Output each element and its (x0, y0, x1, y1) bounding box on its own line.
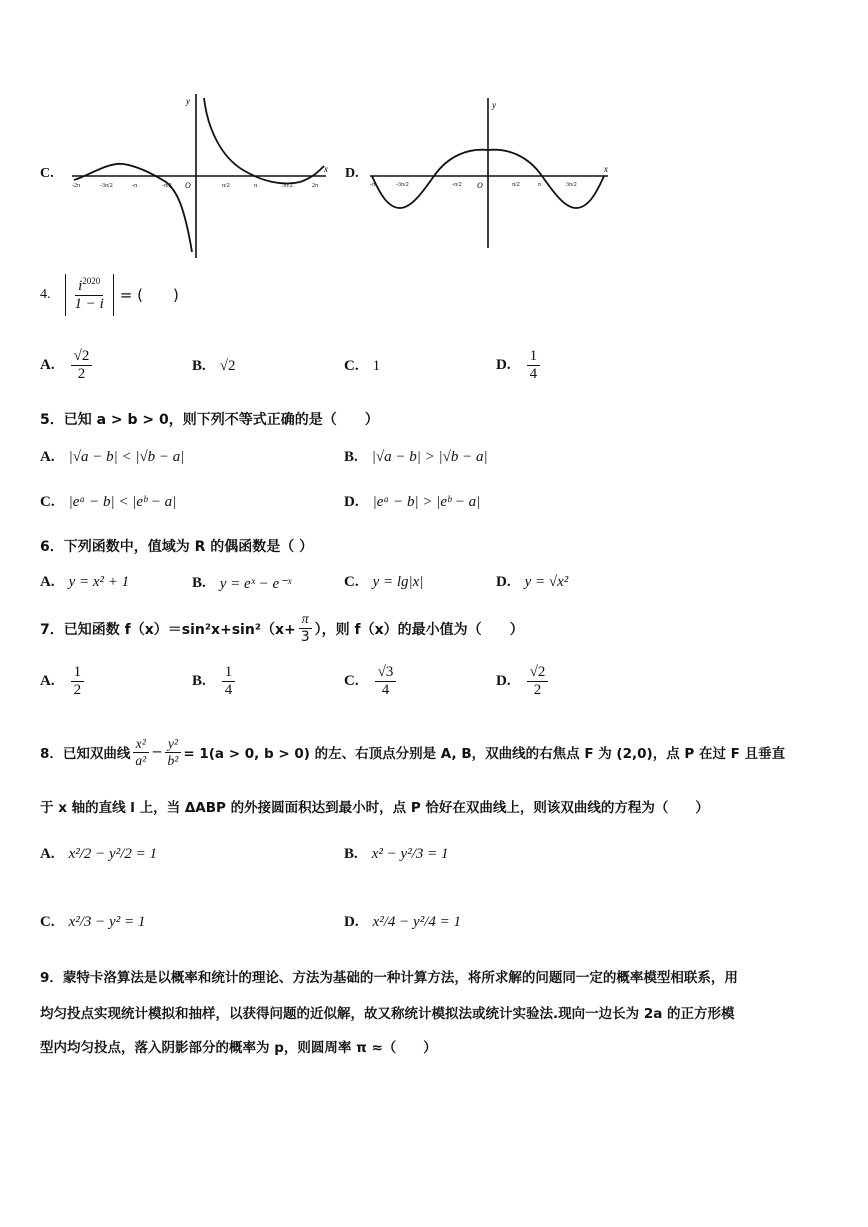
q5-option-c: C. |eᵃ − b| < |eᵇ − a| (40, 494, 177, 510)
graph-c-tick: -π (132, 183, 138, 189)
graph-c (68, 92, 330, 260)
q8-option-c: C. x²/3 − y² = 1 (40, 914, 146, 930)
question-4-blank: = ( ) (119, 286, 179, 305)
q4-option-d: D. $\frac{1}{4}$ (496, 348, 542, 384)
graph-c-tick: π/2 (222, 183, 230, 189)
q7-option-b: B. $\frac{1}{4}$ (192, 664, 237, 700)
question-8-line-1: 8．已知双曲线 $\frac{\text{x²}}{\text{a²}}$ − $\frac{\text{y²}}{\text{b²}}$ = 1(a > 0, b > 0) 的左、右顶点分别是 A, B，双曲线的右焦点 F 为 (2,0)，点 P 在过 F 且垂直 (40, 736, 786, 768)
question-6-stem: 6．下列函数中，值域为 R 的偶函数是（ ） (40, 539, 314, 555)
question-5-stem: 5．已知 a > b > 0，则下列不等式正确的是（ ） (40, 412, 379, 428)
q8-option-b: B. x² − y²/3 = 1 (344, 846, 449, 862)
q8-option-d: D. x²/4 − y²/4 = 1 (344, 914, 461, 930)
question-4-expression: $\frac{i^{2020}}{1 - i}$ (65, 274, 114, 316)
graph-c-tick: -3π/2 (100, 183, 113, 189)
option-c-label: C. (40, 166, 54, 181)
question-7-stem: 7．已知函数 f（x）＝sin²x+sin²（x+ $\frac{\pi}{3}$ ），则 f（x）的最小值为（ ） (40, 612, 524, 646)
question-9-line-2: 均匀投点实现统计模拟和抽样，以获得问题的近似解，故又称统计模拟法或统计实验法.现向一边长为 2a 的正方形模 (40, 1006, 735, 1022)
question-4 (40, 274, 179, 316)
graph-d-y-label: y (492, 100, 496, 110)
q7-option-a: A. $\frac{1}{2}$ (40, 664, 86, 700)
graph-c-y-label: y (186, 96, 190, 106)
option-d-label: D. (345, 166, 359, 181)
graph-c-tick: 3π/2 (282, 183, 293, 189)
q4-option-b: B. √2 (192, 358, 236, 374)
graph-d-tick: π (538, 182, 542, 188)
q5-option-a: A. |√a − b| < |√b − a| (40, 449, 185, 465)
graph-d-x-label: x (604, 164, 608, 174)
graph-d-tick: -π/2 (452, 182, 462, 188)
graph-d-origin: O (477, 181, 483, 190)
q4-option-a: A. $\frac{√2}{2}$ (40, 348, 94, 384)
graph-c-origin: O (185, 181, 191, 190)
graph-d-tick: -π (370, 182, 376, 188)
q5-option-b: B. |√a − b| > |√b − a| (344, 449, 488, 465)
q6-option-d: D. y = √x² (496, 574, 569, 590)
graph-c-left-curve (74, 164, 192, 252)
q6-option-b: B. y = eˣ − e⁻ˣ (192, 575, 292, 592)
graph-c-x-label: x (324, 164, 328, 174)
q6-option-c: C. y = lg|x| (344, 574, 424, 590)
graph-c-tick: 2π (312, 183, 319, 189)
question-9-line-3: 型内均匀投点，落入阴影部分的概率为 p，则圆周率 π ≈（ ） (40, 1040, 437, 1056)
question-9-line-1: 9．蒙特卡洛算法是以概率和统计的理论、方法为基础的一种计算方法，将所求解的问题同一定的概率模型相联系，用 (40, 970, 738, 986)
q7-option-c: C. $\frac{√3}{4}$ (344, 664, 398, 700)
graph-d (368, 96, 612, 252)
q8-option-a: A. x²/2 − y²/2 = 1 (40, 846, 157, 862)
graph-c-right-curve (204, 98, 324, 184)
question-4-number: 4. (40, 286, 51, 302)
graph-c-tick: -π/2 (162, 183, 172, 189)
graph-d-tick: -3π/2 (396, 182, 409, 188)
graph-c-tick: π (254, 183, 258, 189)
graph-d-tick: π/2 (512, 182, 520, 188)
q5-option-d: D. |eᵃ − b| > |eᵇ − a| (344, 494, 481, 510)
q4-option-c: C. 1 (344, 358, 381, 374)
question-8-line-2: 于 x 轴的直线 l 上，当 ΔABP 的外接圆面积达到最小时，点 P 恰好在双曲线上，则该双曲线的方程为（ ） (40, 800, 709, 816)
q6-option-a: A. y = x² + 1 (40, 574, 130, 590)
q7-option-d: D. $\frac{√2}{2}$ (496, 664, 550, 700)
graph-c-tick: -2π (72, 183, 81, 189)
graph-d-tick: 3π/2 (566, 182, 577, 188)
